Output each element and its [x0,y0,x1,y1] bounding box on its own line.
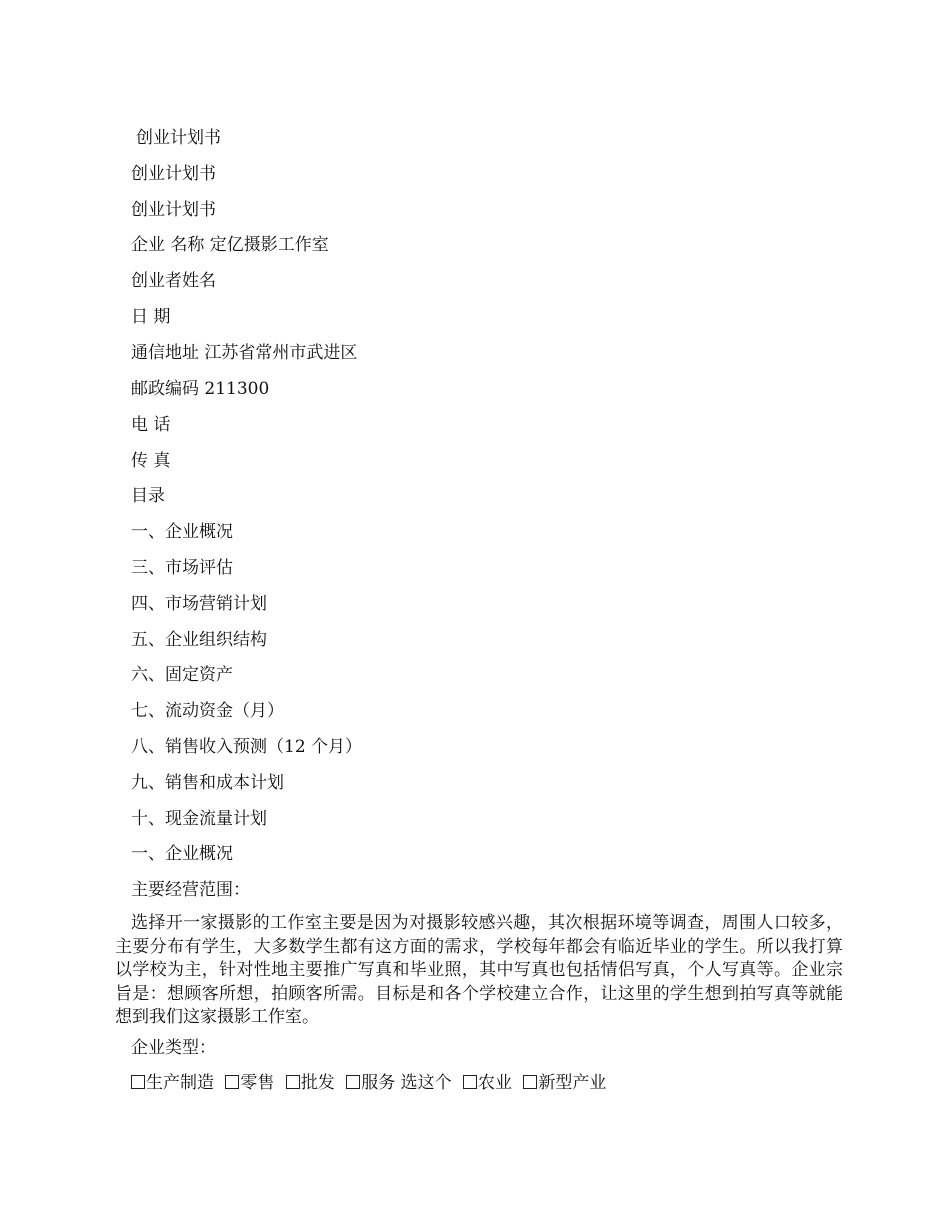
toc-item: 五、企业组织结构 [131,630,267,650]
cover-title-repeat: 创业计划书 [131,164,216,184]
toc-item: 一、企业概况 [131,522,233,542]
type-option[interactable]: 农业 [463,1072,512,1094]
founder-name-line: 创业者姓名 [131,271,216,291]
section-heading: 一、企业概况 [131,844,233,864]
toc-item: 六、固定资产 [131,665,233,685]
scope-label: 主要经营范围： [131,880,250,900]
toc-item: 八、销售收入预测（12 个月） [131,737,363,757]
type-label: 企业类型： [131,1038,216,1058]
type-option[interactable]: 零售 [225,1072,274,1094]
toc-heading: 目录 [131,486,165,506]
toc-item: 四、市场营销计划 [131,594,267,614]
date-line: 日 期 [131,307,171,327]
postcode-line: 邮政编码 211300 [131,379,270,399]
scope-paragraph: 选择开一家摄影的工作室主要是因为对摄影较感兴趣，其次根据环境等调查，周围人口较多，主要分布有学生，大多数学生都有这方面的需求，学校每年都会有临近毕业的学生。所以我打算以学校为主，针对性地主要推广写真和毕业照，其中写真也包括情侣写真，个人写真等。企业宗旨是：想顾客所想，拍顾客所需。目标是和各个学校建立合作，让这里的学生想到拍写真等就能想到我们这家摄影工作室。 [115,913,843,1027]
checkbox-icon[interactable] [131,1075,145,1089]
address-line: 通信地址 江苏省常州市武进区 [131,343,358,363]
toc-item: 十、现金流量计划 [131,809,267,829]
company-name-line: 企业 名称 定亿摄影工作室 [131,235,329,255]
type-option[interactable]: 生产制造 [131,1072,214,1094]
toc-item: 三、市场评估 [131,558,233,578]
checkbox-icon[interactable] [463,1075,477,1089]
type-option[interactable]: 批发 [286,1072,335,1094]
checkbox-icon[interactable] [225,1075,239,1089]
fax-line: 传 真 [131,451,171,471]
phone-line: 电 话 [131,415,171,435]
toc-item: 七、流动资金（月） [131,701,284,721]
type-options [131,1072,612,1094]
checkbox-icon[interactable] [286,1075,300,1089]
type-option[interactable]: 新型产业 [523,1072,606,1094]
cover-title-repeat: 创业计划书 [131,200,216,220]
cover-title: 创业计划书 [136,128,221,148]
toc-item: 九、销售和成本计划 [131,773,284,793]
type-option[interactable]: 服务 选这个 [346,1072,451,1094]
checkbox-icon[interactable] [523,1075,537,1089]
checkbox-icon[interactable] [346,1075,360,1089]
